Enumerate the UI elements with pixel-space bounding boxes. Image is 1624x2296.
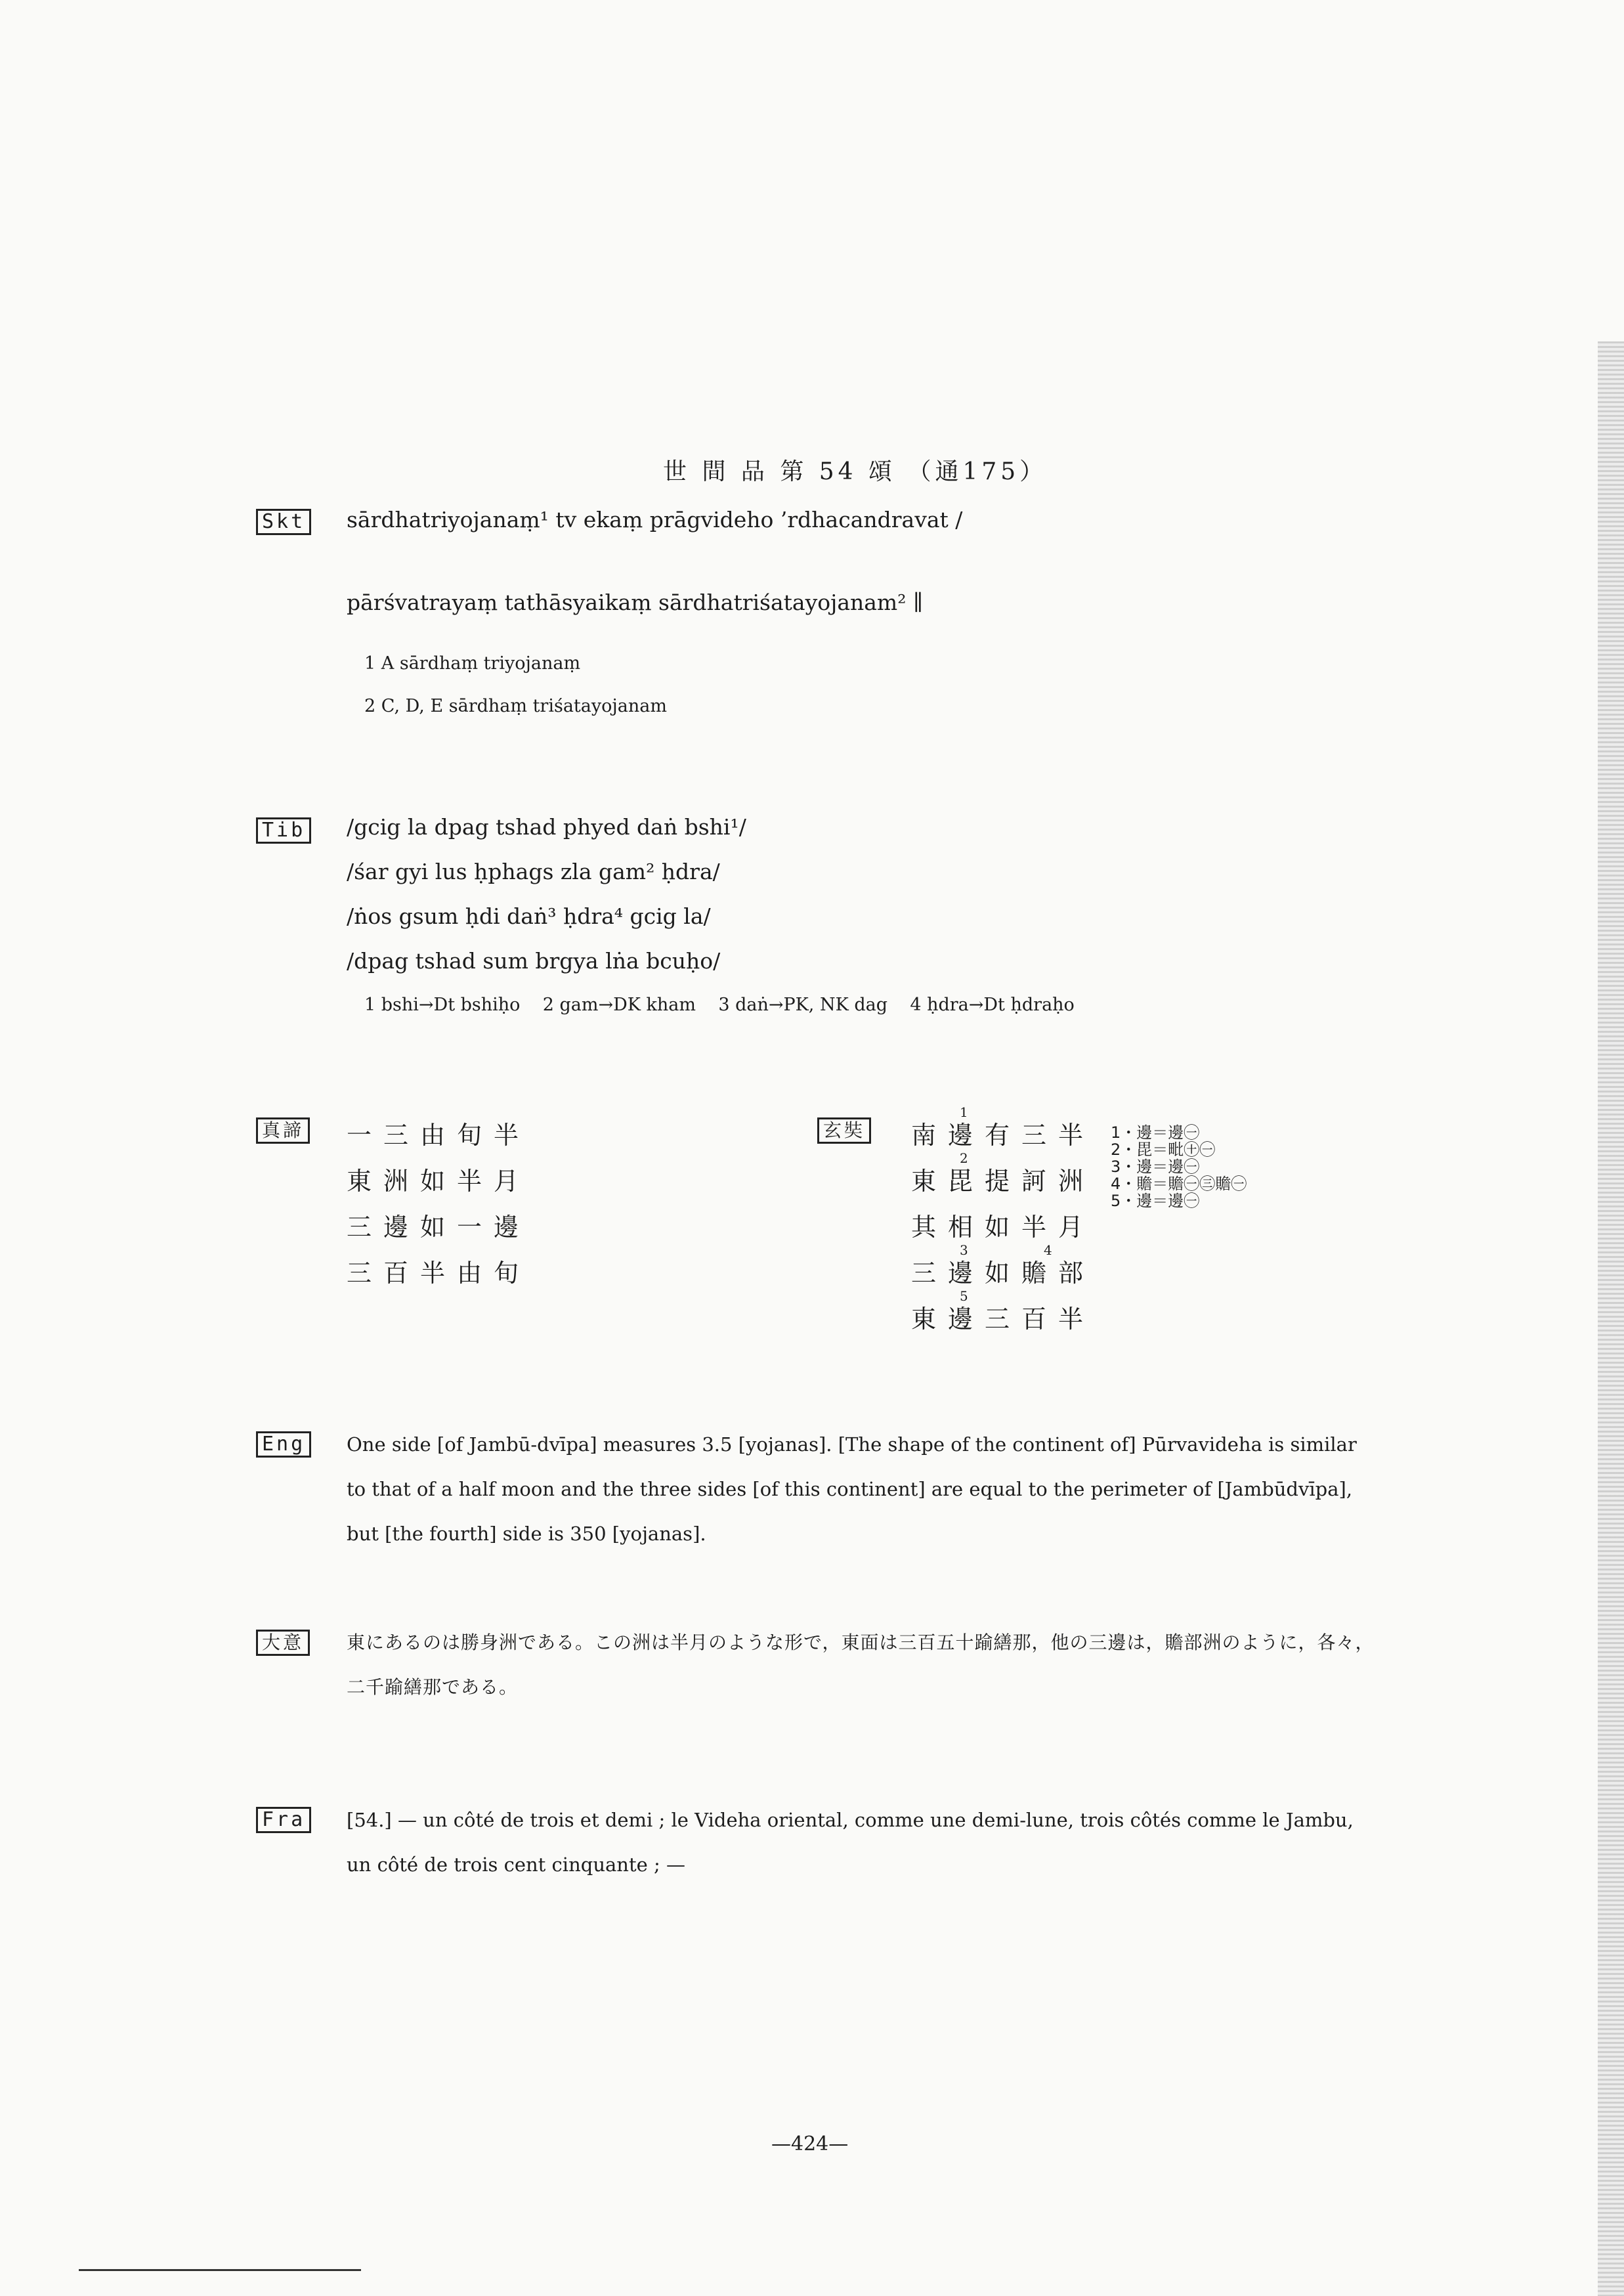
xuanzang-sup-4: 4 <box>1044 1242 1052 1258</box>
xuanzang-note-4: 4・贍＝贍㊀㊂贍㊀ <box>1111 1175 1247 1193</box>
zhendi-line-2: 東洲如半月 <box>347 1167 531 1196</box>
zhendi-line-1: 一三由旬半 <box>347 1121 531 1150</box>
daii-text: 東にあるのは勝身洲である。この洲は半月のような形で，東面は三百五十踰繕那，他の三邊は，贍部洲のように，各々，二千踰繕那である。 <box>347 1632 1375 1698</box>
tib-notes: 1 bshi→Dt bshiḥo 2 gam→DK kham 3 daṅ→PK, NK dag 4 ḥdra→Dt ḥdraḥo <box>364 995 1075 1015</box>
xuanzang-sup-1: 1 <box>960 1104 968 1120</box>
xuanzang-tag: 玄奘 <box>817 1117 871 1144</box>
skt-line-1: sārdhatriyojanaṃ¹ tv ekaṃ prāgvideho ’rdhacandravat / <box>347 507 963 532</box>
skt-tag: Skt <box>256 509 311 535</box>
xuanzang-note-3: 3・邊＝邊㊀ <box>1111 1158 1200 1176</box>
xuanzang-sup-2: 2 <box>960 1150 968 1166</box>
scan-edge <box>1598 341 1624 2296</box>
xuanzang-line-4: 三邊如贍部 <box>911 1259 1096 1288</box>
skt-line-2: pārśvatrayaṃ tathāsyaikaṃ sārdhatriśatayojanam² ∥ <box>347 590 924 615</box>
xuanzang-line-5: 東邊三百半 <box>911 1305 1096 1333</box>
fra-tag: Fra <box>256 1807 311 1833</box>
xuanzang-line-3: 其相如半月 <box>911 1213 1096 1242</box>
xuanzang-line-1: 南邊有三半 <box>911 1121 1096 1150</box>
page-heading: 世 間 品 第 54 頌 （通175） <box>663 458 1048 485</box>
tib-line-1: /gcig la dpag tshad phyed daṅ bshi¹/ <box>347 814 746 840</box>
tib-line-3: /ṅos gsum ḥdi daṅ³ ḥdra⁴ gcig la/ <box>347 903 711 929</box>
bottom-rule <box>79 2269 361 2271</box>
zhendi-line-3: 三邊如一邊 <box>347 1213 531 1242</box>
fra-text: [54.] — un côté de trois et demi ; le Videha oriental, comme une demi-lune, trois côtés comme le Jambu, un côté de trois cent cinquante ; — <box>347 1809 1354 1876</box>
daii-tag: 大意 <box>256 1630 310 1656</box>
tib-line-4: /dpag tshad sum brgya lṅa bcuḥo/ <box>347 948 721 974</box>
skt-note-2: 2 C, D, E sārdhaṃ triśatayojanam <box>364 696 667 716</box>
zhendi-tag: 真諦 <box>256 1117 310 1144</box>
skt-note-1: 1 A sārdhaṃ triyojanaṃ <box>364 653 581 674</box>
zhendi-line-4: 三百半由旬 <box>347 1259 531 1288</box>
tib-line-2: /śar gyi lus ḥphags zla gam² ḥdra/ <box>347 859 720 884</box>
eng-tag: Eng <box>256 1431 311 1458</box>
page-number: —424— <box>771 2133 849 2155</box>
xuanzang-note-1: 1・邊＝邊㊀ <box>1111 1123 1200 1142</box>
xuanzang-note-5: 5・邊＝邊㊀ <box>1111 1192 1200 1210</box>
xuanzang-sup-5: 5 <box>960 1288 968 1304</box>
xuanzang-sup-3: 3 <box>960 1242 968 1258</box>
xuanzang-line-2: 東毘提訶洲 <box>911 1167 1096 1196</box>
eng-text: One side [of Jambū-dvīpa] measures 3.5 [yojanas]. [The shape of the continent of] Pūrvavideha is similar to that of a half moon and the three sides [of this continent] are equal to the perimeter of [Jambūdvīpa], but [the fourth] side is 350 [yojanas]. <box>347 1433 1357 1545</box>
xuanzang-note-2: 2・毘＝毗㊉㊀ <box>1111 1140 1216 1159</box>
tib-tag: Tib <box>256 817 311 844</box>
